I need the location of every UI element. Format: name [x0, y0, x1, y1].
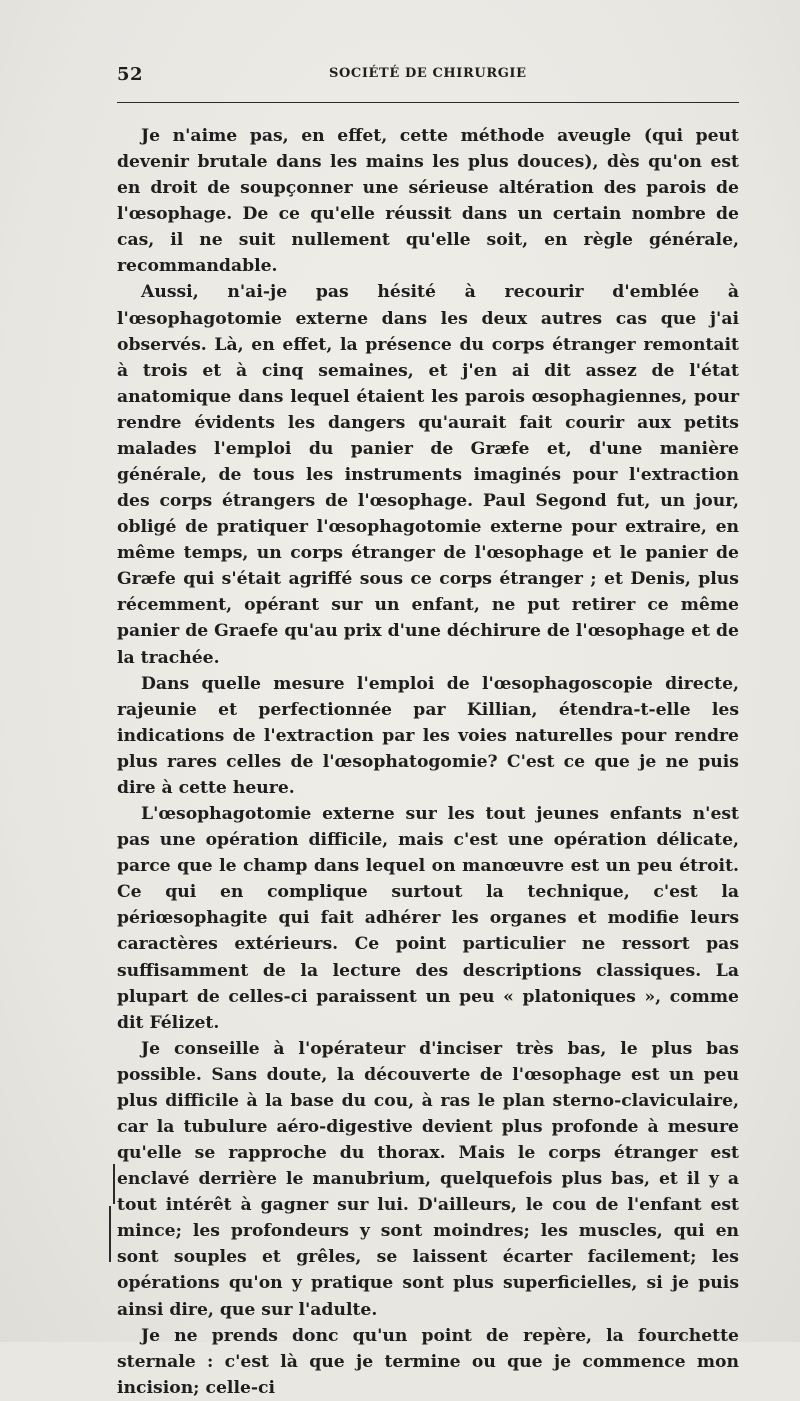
page-header	[117, 64, 739, 86]
body-text	[117, 123, 739, 1401]
paragraph: Je ne prends donc qu'un point de repère, la fourchette sternale : c'est là que je termine ou que je commence mon incision; celle-ci	[117, 1325, 739, 1398]
paragraph: Aussi, n'ai-je pas hésité à recourir d'emblée à l'œsophagotomie externe dans les deux autres cas que j'ai observés. Là, en effet, la présence du corps étranger remontait à trois et à cinq semaines, et j'en ai dit assez de l'état anatomique dans lequel étaient les parois œsophagiennes, pour rendre évidents les dangers qu'aurait fait courir aux petits malades l'emploi du panier de Græfe et, d'une manière générale, de tous les instruments imaginés pour l'extraction des corps étrangers de l'œsophage. Paul Segond fut, un jour, obligé de pratiquer l'œsophagotomie externe pour extraire, en même temps, un corps étranger de l'œsophage et le panier de Græfe qui s'était agriffé sous ce corps étranger ; et Denis, plus récemment, opérant sur un enfant, ne put retirer ce même panier de Graefe qu'au prix d'une déchirure de l'œsophage et de la trachée.	[117, 282, 739, 668]
header-rule	[117, 102, 739, 103]
paragraph: Dans quelle mesure l'emploi de l'œsophagoscopie directe, rajeunie et perfectionnée par Killian, étendra-t-elle les indications de l'extraction par les voies naturelles pour rendre plus rares celles de l'œsophatogomie? C'est ce que je ne puis dire à cette heure.	[117, 673, 739, 798]
paragraph: Je conseille à l'opérateur d'inciser très bas, le plus bas possible. Sans doute, la découverte de l'œsophage est un peu plus difficile à la base du cou, à ras le plan sterno-claviculaire, car la tubulure aéro-digestive devient plus profonde à mesure qu'elle se rapproche du thorax. Mais le corps étranger est enclavé derrière le manubrium, quelquefois plus bas, et il y a tout intérêt à gagner sur lui. D'ailleurs, le cou de l'enfant est mince; les profondeurs y sont moindres; les muscles, qui en sont souples et grêles, se laissent écarter facilement; les opérations qu'on y pratique sont plus superficielles, si je puis ainsi dire, que sur l'adulte.	[117, 1038, 739, 1320]
margin-line-mark	[113, 1164, 115, 1204]
paragraph: Je n'aime pas, en effet, cette méthode aveugle (qui peut devenir brutale dans les mains les plus douces), dès qu'on est en droit de soupçonner une sérieuse altération des parois de l'œsophage. De ce qu'elle réussit dans un certain nombre de cas, il ne suit nullement qu'elle soit, en règle générale, recommandable.	[117, 126, 739, 277]
running-title: SOCIÉTÉ DE CHIRURGIE	[329, 66, 527, 81]
page-number: 52	[117, 64, 144, 85]
margin-line-mark	[109, 1206, 111, 1262]
paragraph: L'œsophagotomie externe sur les tout jeunes enfants n'est pas une opération difficile, mais c'est une opération délicate, parce que le champ dans lequel on manœuvre est un peu étroit. Ce qui en complique surtout la technique, c'est la périœsophagite qui fait adhérer les organes et modifie leurs caractères extérieurs. Ce point particulier ne ressort pas suffisamment de la lecture des descriptions classiques. La plupart de celles-ci paraissent un peu « platoniques », comme dit Félizet.	[117, 804, 739, 1033]
